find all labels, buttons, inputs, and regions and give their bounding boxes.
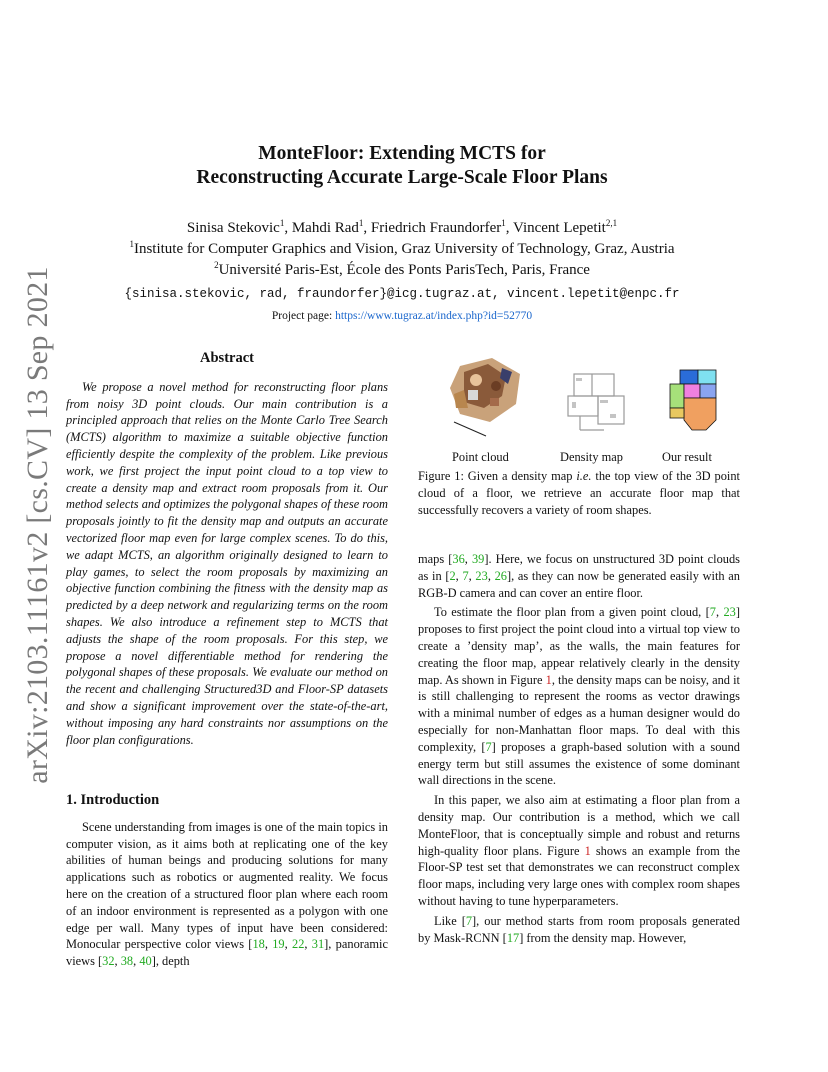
author-sup: 2,1 [605, 218, 618, 228]
figure-1-caption: Figure 1: Given a density map i.e. the top view of the 3D point cloud of a floor, we retrieve an accurate floor map that successfully recovers a variety of room shapes. [418, 469, 740, 517]
affil-text: Institute for Computer Graphics and Vision, Graz University of Technology, Graz, Austria [133, 241, 675, 257]
label-density-map: Density map [560, 450, 623, 464]
author-sup: 1 [501, 218, 506, 228]
author-name: Friedrich Fraundorfer [370, 220, 502, 236]
density-map-image [564, 370, 630, 434]
citation[interactable]: 19 [272, 937, 285, 952]
arxiv-id: arXiv:2103.11161v2 [cs.CV] 13 Sep 2021 [21, 266, 54, 784]
author-name: Vincent Lepetit [513, 220, 606, 236]
author-name: Sinisa Stekovic [186, 220, 280, 236]
abstract-heading: Abstract [200, 350, 254, 366]
project-label: Project page: [271, 310, 336, 322]
citation[interactable]: 40 [139, 954, 152, 969]
figure-reference[interactable]: 1 [545, 672, 552, 687]
label-point-cloud: Point cloud [452, 450, 509, 464]
right-paragraph-1: maps [36, 39]. Here, we focus on unstructured 3D point clouds as in [2, 7, 23, 26], as they can now be generated easily with an RGB-D camera and can cover an entire floor. [418, 552, 740, 600]
author-name: Mahdi Rad [291, 220, 359, 236]
citation[interactable]: 17 [506, 930, 520, 945]
author-list: Sinisa Stekovic$^1$, Mahdi Rad$^1$, Friedrich Fraundorfer$^1$, Vincent Lepetit$^{2,1}$ [186, 218, 618, 236]
intro-heading: 1. Introduction [66, 792, 160, 808]
citation[interactable]: 18 [252, 937, 265, 952]
citation[interactable]: 22 [292, 937, 305, 952]
citation[interactable]: 7 [465, 913, 473, 928]
citation[interactable]: 23 [475, 568, 488, 583]
arxiv-stamp [14, 266, 62, 784]
affiliation-2 [80, 260, 724, 281]
label-our-result: Our result [662, 450, 712, 464]
figure-reference[interactable]: 1 [584, 843, 591, 858]
authors-block [80, 218, 724, 327]
introduction-section [66, 792, 388, 970]
citation[interactable]: 7 [709, 605, 716, 620]
project-link[interactable]: https://www.tugraz.at/index.php?id=52770 [335, 310, 533, 322]
floor-plan-result-image [666, 368, 724, 436]
right-paragraph-2: To estimate the floor plan from a given point cloud, [7, 23] proposes to first project the point cloud into a virtual top view to create a ’density map’, as the walls, the main features for creating the floor map, appear relatively clearly in the density map. As shown in Figure 1, the density maps can be noisy, and it is still challenging to represent the rooms as vector drawings with a minimal number of edges as a human designer would do especially for non-Manhattan floor maps. To deal with this complexity, [7] proposes a graph-based solution with a sound energy term but still assumes the existence of some dominant wall directions in the scene. [418, 605, 740, 788]
citation[interactable]: 7 [485, 739, 492, 754]
right-column-text [418, 551, 740, 946]
citation[interactable]: 32 [102, 954, 115, 969]
citation[interactable]: 7 [462, 568, 469, 583]
right-paragraph-4: Like [7], our method starts from room proposals generated by Mask-RCNN [17] from the density map. However, [418, 913, 740, 945]
citation[interactable]: 23 [723, 605, 736, 620]
author-sup: 1 [358, 218, 364, 228]
affiliation-1 [80, 239, 724, 260]
citation[interactable]: 26 [494, 568, 507, 583]
paper-title [120, 142, 684, 190]
abstract-text: We propose a novel method for reconstructing floor plans from noisy 3D point clouds. Our main contribution is a principled approach that relies on the Monte Carlo Tree Search (MCTS) algorithm to maximize a suitable objective function efficiently despite the complexity of the problem. Like previous work, we first project the input point cloud to a top view to create a density map and extract room proposals from it. Our method selects and optimizes the polygonal shapes of these room proposals jointly to fit the density map and outputs an accurate vectorized floor map even for large complex scenes. To do this, we adapt MCTS, an algorithm originally designed to learn to play games, to select the room proposals by maximizing an objective function combining the fitness with the density map as predicted by a deep network and regularizing terms on the room shapes. We also introduce a refinement step to MCTS that adjusts the shape of the room proposals. For this step, we propose a novel differentiable method for rendering the polygonal shapes of these proposals. We evaluate our method on the recent and challenging Structured3D and Floor-SP datasets and show a significant improvement over the state-of-the-art, without imposing any hard constraints nor assumptions on the floor plan configurations. [66, 379, 388, 747]
affil-sup: 1 [129, 239, 134, 249]
citation[interactable]: 2 [449, 568, 456, 583]
project-page [80, 306, 724, 327]
right-paragraph-3: In this paper, we also aim at estimating a floor plan from a density map. Our contribution is a method, which we call MonteFloor, that is conceptually simple and robust and returns high-quality floor plans. Figure 1 shows an example from the Floor-SP test set that demonstrates we can reconstruct complex floor maps, including very large ones with complex room shapes without having to tune hyperparameters. [418, 793, 741, 908]
point-cloud-image [446, 356, 526, 438]
abstract-section [66, 350, 388, 748]
author-emails: {sinisa.stekovic, rad, fraundorfer}@icg.tugraz.at, vincent.lepetit@enpc.fr [124, 287, 680, 301]
citation[interactable]: 36 [452, 552, 465, 566]
author-sup: 1 [279, 218, 285, 228]
intro-paragraph-1: Scene understanding from images is one of the main topics in computer vision, as it aims both at replicating one of the key abilities of human beings and producing solutions for many applications such as robotics or augmented reality. We focus here on the creation of a structured floor plan where each room of an indoor environment is represented as a polygon with one edge per wall. Many types of input have been considered: Monocular perspective color views [18, 19, 22, 31], panoramic views [32, 38, 40], depth [66, 819, 388, 969]
citation[interactable]: 38 [120, 954, 134, 969]
citation[interactable]: 39 [471, 552, 485, 566]
figure-1 [418, 352, 740, 462]
title-line-1: MonteFloor: Extending MCTS for [258, 143, 546, 164]
affil-text: Université Paris-Est, École des Ponts ParisTech, Paris, France [218, 262, 590, 278]
affil-sup: 2 [214, 260, 219, 270]
citation[interactable]: 31 [311, 937, 325, 952]
title-line-2: Reconstructing Accurate Large-Scale Floor Plans [196, 167, 608, 188]
